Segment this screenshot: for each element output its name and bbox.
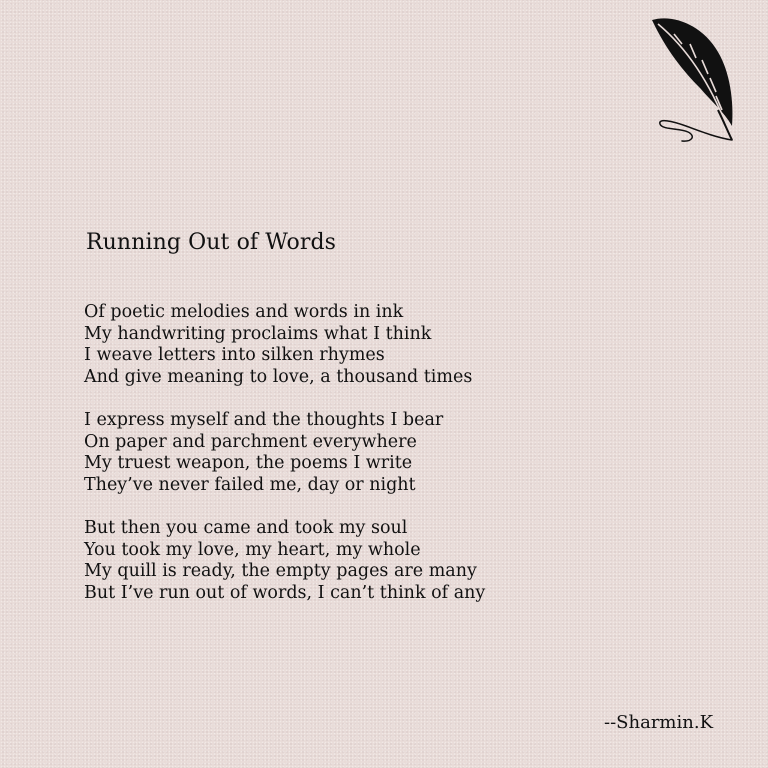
poem-body xyxy=(84,302,604,626)
poem-line: You took my love, my heart, my whole xyxy=(84,539,421,560)
stanza-3 xyxy=(84,518,604,604)
poem-line: But then you came and took my soul xyxy=(84,518,408,538)
poem-line: My handwriting proclaims what I think xyxy=(84,323,432,344)
quill-feather-icon xyxy=(652,14,744,146)
stanza-1 xyxy=(84,302,604,388)
poem-line: On paper and parchment everywhere xyxy=(84,431,417,452)
poem-line: Of poetic melodies and words in ink xyxy=(84,302,404,322)
author-signature: --Sharmin.K xyxy=(604,712,714,733)
poem-line: They’ve never failed me, day or night xyxy=(84,474,416,495)
poem-line: But I’ve run out of words, I can’t think of any xyxy=(84,582,486,603)
poem-line: My quill is ready, the empty pages are many xyxy=(84,561,477,581)
poem-line: I express myself and the thoughts I bear xyxy=(84,410,444,430)
stanza-2 xyxy=(84,410,604,496)
poem-title: Running Out of Words xyxy=(86,230,337,255)
poem-line: I weave letters into silken rhymes xyxy=(84,345,385,365)
poem-line: And give meaning to love, a thousand times xyxy=(84,366,473,387)
poem-line: My truest weapon, the poems I write xyxy=(84,453,413,473)
